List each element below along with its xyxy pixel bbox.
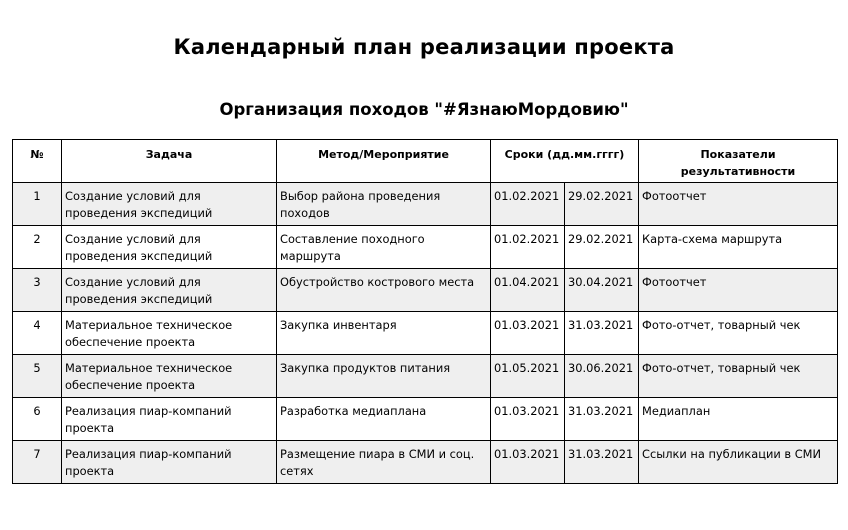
row-indicator: Ссылки на публикации в СМИ [639,441,838,484]
table-row [13,312,838,355]
row-method: Обустройство кострового места [277,269,491,312]
row-method: Составление походного маршрута [277,226,491,269]
row-indicator: Фотоотчет [639,269,838,312]
row-start-date: 01.02.2021 [491,226,565,269]
row-indicator: Фото-отчет, товарный чек [639,312,838,355]
table-row [13,398,838,441]
row-start-date: 01.03.2021 [491,312,565,355]
header-method: Метод/Мероприятие [277,140,491,183]
table-row [13,183,838,226]
row-indicator: Карта-схема маршрута [639,226,838,269]
table-row [13,269,838,312]
row-start-date: 01.03.2021 [491,441,565,484]
row-num: 6 [13,398,62,441]
table-row [13,226,838,269]
row-method: Размещение пиара в СМИ и соц. сетях [277,441,491,484]
row-end-date: 30.04.2021 [565,269,639,312]
row-indicator: Медиаплан [639,398,838,441]
row-task: Создание условий для проведения экспедиций [62,183,277,226]
row-num: 7 [13,441,62,484]
row-task: Создание условий для проведения экспедиций [62,226,277,269]
row-method: Выбор района проведения походов [277,183,491,226]
row-num: 3 [13,269,62,312]
row-task: Материальное техническое обеспечение проекта [62,355,277,398]
row-num: 1 [13,183,62,226]
calendar-plan-table [12,139,838,484]
row-num: 2 [13,226,62,269]
row-end-date: 29.02.2021 [565,183,639,226]
table-row [13,441,838,484]
row-end-date: 30.06.2021 [565,355,639,398]
header-task: Задача [62,140,277,183]
row-end-date: 31.03.2021 [565,398,639,441]
row-task: Реализация пиар-компаний проекта [62,398,277,441]
row-end-date: 31.03.2021 [565,312,639,355]
row-end-date: 31.03.2021 [565,441,639,484]
row-start-date: 01.03.2021 [491,398,565,441]
page-subtitle: Организация походов "#ЯзнаюМордовию" [219,100,629,119]
row-start-date: 01.04.2021 [491,269,565,312]
row-method: Разработка медиаплана [277,398,491,441]
table-row [13,355,838,398]
row-indicator: Фотоотчет [639,183,838,226]
row-start-date: 01.02.2021 [491,183,565,226]
table-header-row [13,140,838,183]
row-end-date: 29.02.2021 [565,226,639,269]
header-indicators: Показатели результативности [639,140,838,183]
row-method: Закупка продуктов питания [277,355,491,398]
row-task: Материальное техническое обеспечение проекта [62,312,277,355]
row-num: 5 [13,355,62,398]
row-start-date: 01.05.2021 [491,355,565,398]
row-task: Создание условий для проведения экспедиций [62,269,277,312]
header-num: № [13,140,62,183]
row-num: 4 [13,312,62,355]
page-title: Календарный план реализации проекта [173,35,675,59]
row-indicator: Фото-отчет, товарный чек [639,355,838,398]
row-task: Реализация пиар-компаний проекта [62,441,277,484]
row-method: Закупка инвентаря [277,312,491,355]
header-dates: Сроки (дд.мм.гггг) [491,140,639,183]
